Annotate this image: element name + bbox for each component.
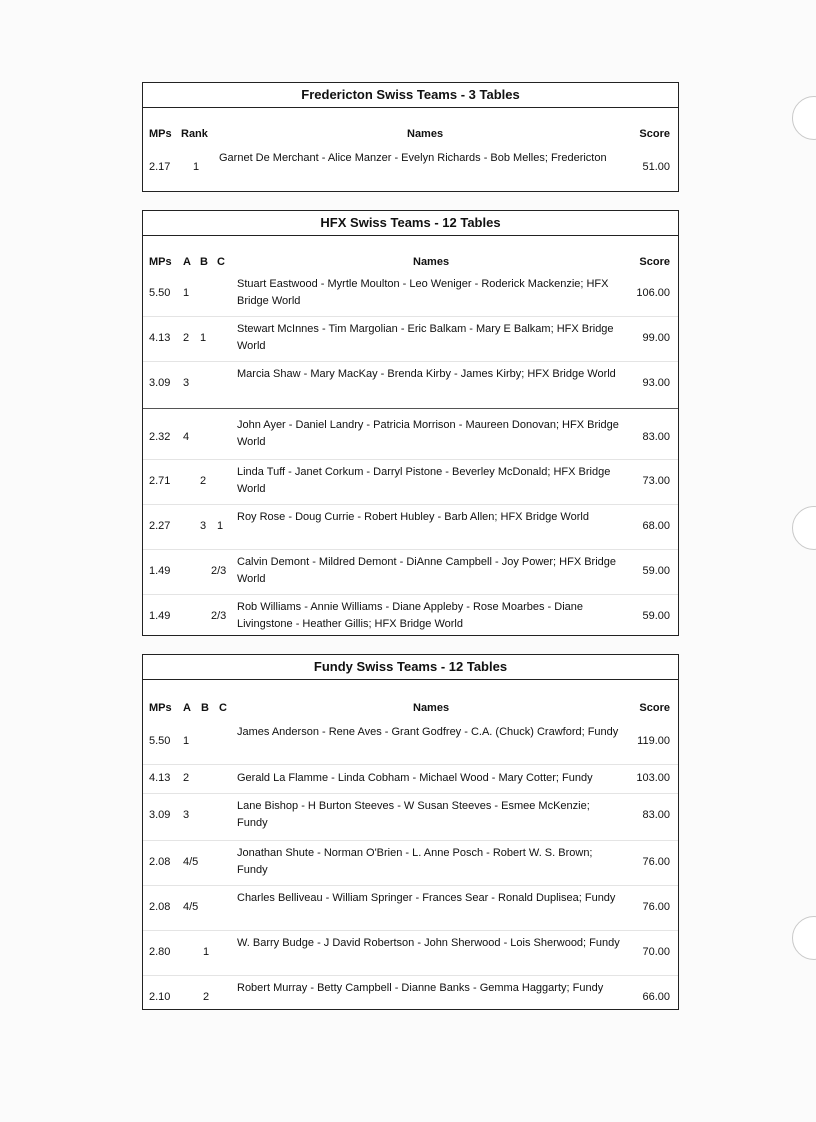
row-names: Roy Rose - Doug Currie - Robert Hubley - Barb Allen; HFX Bridge World (237, 511, 589, 523)
row-names: Stewart McInnes - Tim Margolian - Eric Balkam - Mary E Balkam; HFX Bridge World (237, 323, 614, 352)
row-names: Linda Tuff - Janet Corkum - Darryl Pistone - Beverley McDonald; HFX Bridge World (237, 466, 611, 495)
row-score: 66.00 (642, 991, 670, 1003)
row-c: 2/3 (211, 610, 227, 622)
col-a: A (183, 702, 191, 714)
table-row (143, 549, 678, 594)
row-mps: 4.13 (149, 332, 171, 344)
row-a: 3 (183, 377, 190, 389)
table-header (143, 680, 678, 720)
row-mps: 2.08 (149, 901, 171, 913)
row-b: 1 (200, 332, 207, 344)
table-row (143, 930, 678, 975)
row-score: 59.00 (642, 610, 670, 622)
punch-hole (792, 96, 816, 140)
col-rank: Rank (181, 128, 208, 140)
row-score: 106.00 (636, 287, 670, 299)
table-row (143, 146, 678, 192)
row-mps: 5.50 (149, 735, 171, 747)
row-score: 83.00 (642, 431, 670, 443)
row-names: Stuart Eastwood - Myrtle Moulton - Leo Weniger - Roderick Mackenzie; HFX Bridge World (237, 278, 609, 307)
col-b: B (200, 256, 208, 268)
row-mps: 2.10 (149, 991, 171, 1003)
row-a: 3 (183, 809, 190, 821)
row-score: 59.00 (642, 565, 670, 577)
col-a: A (183, 256, 191, 268)
col-names: Names (413, 256, 450, 268)
row-score: 70.00 (642, 946, 670, 958)
col-names: Names (407, 128, 444, 140)
row-b: 3 (200, 520, 207, 532)
col-c: C (219, 702, 227, 714)
row-a: 1 (183, 287, 190, 299)
row-mps: 4.13 (149, 772, 171, 784)
table-row (143, 316, 678, 361)
fundy-results-panel (142, 654, 679, 1010)
table-row (143, 975, 678, 1018)
row-score: 93.00 (642, 377, 670, 389)
col-score: Score (639, 702, 670, 714)
row-b: 2 (203, 991, 210, 1003)
table-row (143, 361, 678, 408)
row-score: 76.00 (642, 856, 670, 868)
col-score: Score (639, 256, 670, 268)
row-score: 119.00 (637, 735, 670, 747)
table-row (143, 793, 678, 840)
panel-title: HFX Swiss Teams - 12 Tables (143, 211, 678, 236)
row-names: Marcia Shaw - Mary MacKay - Brenda Kirby - James Kirby; HFX Bridge World (237, 368, 616, 380)
col-c: C (217, 256, 225, 268)
row-score: 99.00 (642, 332, 670, 344)
table-row (143, 594, 678, 639)
row-names: Jonathan Shute - Norman O'Brien - L. Anne Posch - Robert W. S. Brown; Fundy (237, 847, 593, 876)
row-names: Garnet De Merchant - Alice Manzer - Evelyn Richards - Bob Melles; Fredericton (219, 152, 607, 164)
col-names: Names (413, 702, 450, 714)
row-score: 73.00 (642, 475, 670, 487)
fredericton-results-panel (142, 82, 679, 192)
table-row (143, 504, 678, 549)
row-names: Gerald La Flamme - Linda Cobham - Michael Wood - Mary Cotter; Fundy (237, 772, 593, 784)
row-names: W. Barry Budge - J David Robertson - John Sherwood - Lois Sherwood; Fundy (237, 937, 620, 949)
col-b: B (201, 702, 209, 714)
row-mps: 2.80 (149, 946, 171, 958)
table-row (143, 272, 678, 316)
row-a: 1 (183, 735, 190, 747)
table-row (143, 764, 678, 793)
row-score: 51.00 (642, 161, 670, 173)
row-mps: 1.49 (149, 565, 171, 577)
row-names: John Ayer - Daniel Landry - Patricia Morrison - Maureen Donovan; HFX Bridge World (237, 419, 619, 448)
col-score: Score (639, 128, 670, 140)
row-names: James Anderson - Rene Aves - Grant Godfrey - C.A. (Chuck) Crawford; Fundy (237, 726, 619, 738)
row-names: Lane Bishop - H Burton Steeves - W Susan Steeves - Esmee McKenzie; Fundy (237, 800, 590, 829)
col-mps: MPs (149, 128, 172, 140)
row-names: Rob Williams - Annie Williams - Diane Appleby - Rose Moarbes - Diane Livingstone - Heather Gillis; HFX Bridge World (237, 601, 584, 630)
table-row (143, 840, 678, 885)
row-b: 1 (203, 946, 210, 958)
row-b: 2 (200, 475, 207, 487)
row-a: 4 (183, 431, 190, 443)
row-a: 2 (183, 772, 190, 784)
row-mps: 2.27 (149, 520, 171, 532)
table-row (143, 408, 678, 459)
row-score: 76.00 (642, 901, 670, 913)
row-score: 103.00 (636, 772, 670, 784)
col-mps: MPs (149, 702, 172, 714)
punch-hole (792, 916, 816, 960)
panel-title: Fredericton Swiss Teams - 3 Tables (143, 83, 678, 108)
row-mps: 2.32 (149, 431, 171, 443)
row-names: Robert Murray - Betty Campbell - Dianne Banks - Gemma Haggarty; Fundy (237, 982, 604, 994)
row-a: 4/5 (183, 901, 199, 913)
row-names: Calvin Demont - Mildred Demont - DiAnne Campbell - Joy Power; HFX Bridge World (237, 556, 617, 585)
panel-title: Fundy Swiss Teams - 12 Tables (143, 655, 678, 680)
row-c: 2/3 (211, 565, 227, 577)
row-names: Charles Belliveau - William Springer - Frances Sear - Ronald Duplisea; Fundy (237, 892, 616, 904)
table-row (143, 459, 678, 504)
row-rank: 1 (193, 161, 200, 173)
row-mps: 2.17 (149, 161, 171, 173)
row-a: 2 (183, 332, 190, 344)
table-header (143, 108, 678, 146)
punch-hole (792, 506, 816, 550)
table-row (143, 885, 678, 930)
row-mps: 2.08 (149, 856, 171, 868)
row-a: 4/5 (183, 856, 199, 868)
row-score: 68.00 (642, 520, 670, 532)
row-mps: 5.50 (149, 287, 171, 299)
col-mps: MPs (149, 256, 172, 268)
table-row (143, 720, 678, 764)
row-score: 83.00 (642, 809, 670, 821)
row-c: 1 (217, 520, 224, 532)
row-mps: 3.09 (149, 377, 171, 389)
hfx-results-panel (142, 210, 679, 636)
row-mps: 3.09 (149, 809, 171, 821)
row-mps: 1.49 (149, 610, 171, 622)
table-header (143, 236, 678, 272)
row-mps: 2.71 (149, 475, 171, 487)
